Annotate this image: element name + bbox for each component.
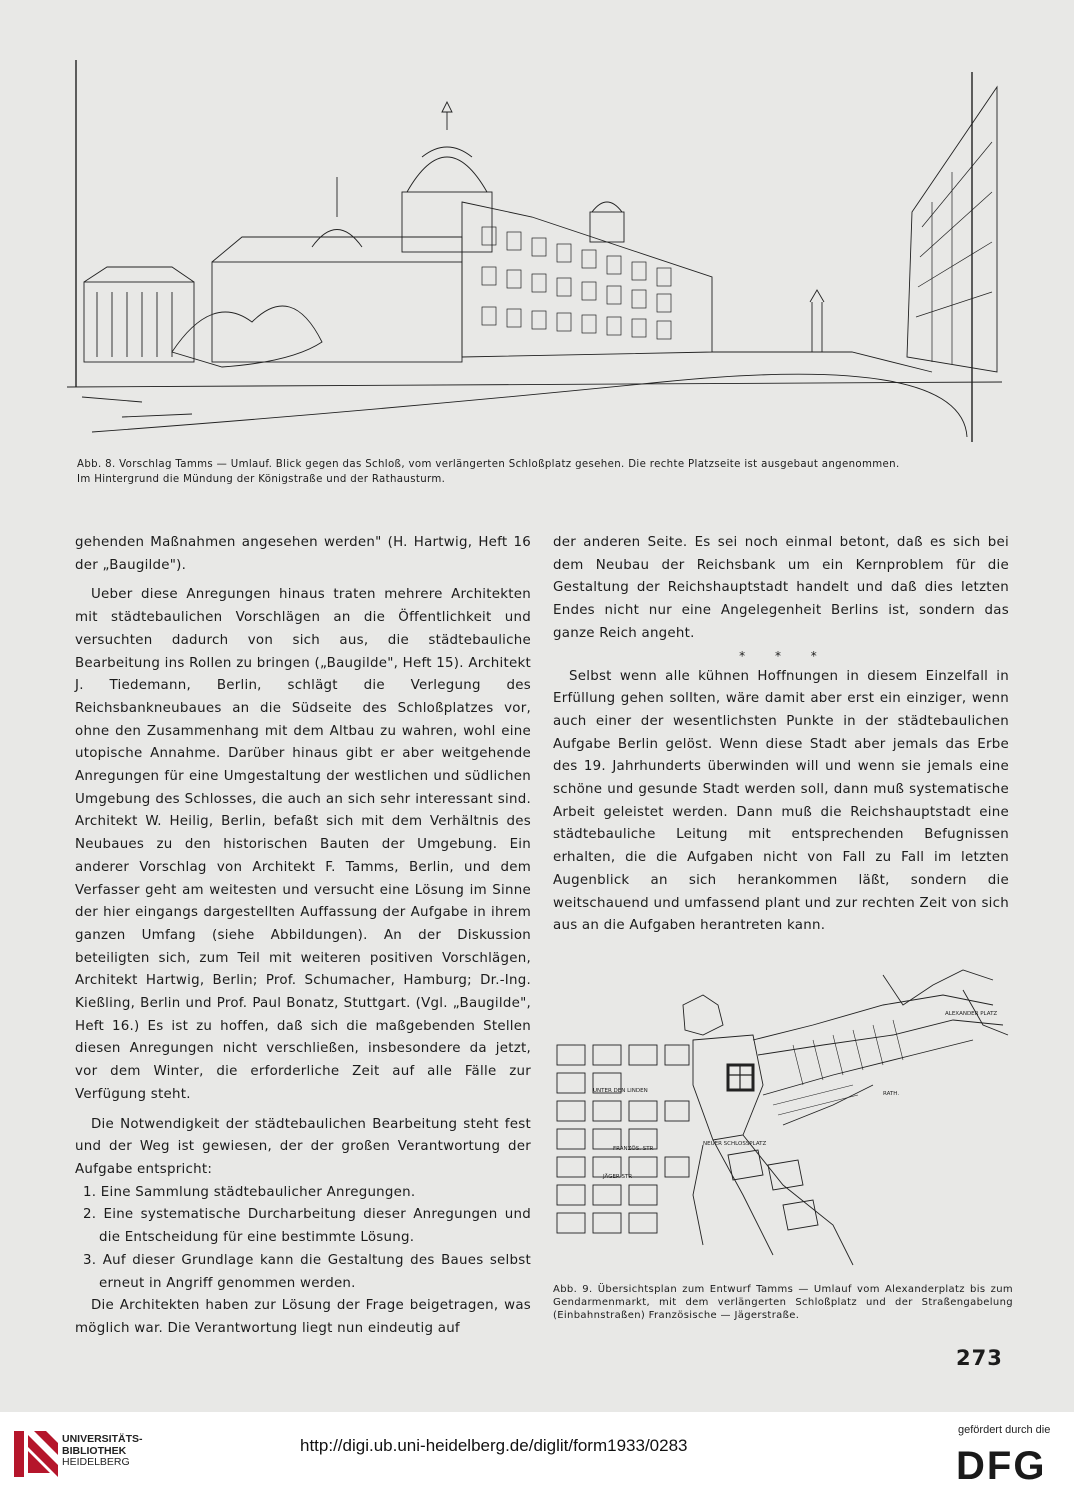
right-paragraph-2: Selbst wenn alle kühnen Hoffnungen in diesem Einzelfall in Erfüllung gehen sollten, wäre damit aber erst ein einziger, wenn auch einer der wesentlichsten Punkte in der städtebaulichen Aufgabe Berlin gelöst. Wenn diese Stadt aber jemals das Erbe des 19. Jahrhunderts überwinden will und wenn sie jemals eine schöne und gesunde Stadt werden soll, dann muß systematische Arbeit geleistet werden. Dann muß die Reichshauptstadt eine städtebauliche Leitung mit entsprechenden Befugnissen erhalten, die die Aufgaben nicht von Fall zu Fall im letzten Augenblick an sich herankommen läßt, sondern die weitschauend und umfassend plant und zur rechten Zeit von sich aus an die Aufgaben herantreten kann.: [553, 668, 1009, 934]
figure-8-caption-line-2: Im Hintergrund die Mündung der Königstraße und der Rathausturm.: [77, 474, 446, 485]
left-paragraph-4: Die Architekten haben zur Lösung der Frage beigetragen, was möglich war. Die Verantwortung liegt nun eindeutig auf: [75, 1298, 531, 1336]
left-paragraph-2: Ueber diese Anregungen hinaus traten mehrere Architekten mit städtebaulichen Vorschlägen an die Öffentlichkeit und versuchten dadurch von sich aus, die städtebauliche Bearbeitung ins Rollen zu bringen („Baugilde", Heft 15). Architekt J. Tiedemann, Berlin, schlägt die Verlegung des Reichsbankneubaues an die Südseite des Schloßplatzes vor, ohne den Zusammenhang mit dem Altbau zu wahren, wohl eine utopische Annahme. Darüber hinaus gibt er aber weitgehende Anregungen für eine Umgestaltung der westlichen und südlichen Umgebung des Schlosses, die auch an sich sehr interessant sind. Architekt W. Heilig, Berlin, befaßt sich mit dem Verhältnis des Neubaues zu den historischen Bauten der Umgebung. Ein anderer Vorschlag von Architekt F. Tamms, Berlin, und dem Verfasser geht am weitesten und versucht eine Lösung im Sinne der hier eingangs dargestellten Auffassung der Aufgabe in ihrem ganzen Umfang (siehe Abbildungen). An der Diskussion beteiligten sich, zum Teil mit weiteren positiven Vorschlägen, Architekt Hartwig, Berlin; Prof. Schumacher, Hamburg; Dr.-Ing. Kießling, Berlin und Prof. Paul Bonatz, Stuttgart. (Vgl. „Baugilde", Heft 16.) Es ist zu hoffen, daß sich die maßgebenden Stellen diesen Anregungen nicht verschließen, insbesondere da jetzt, vor dem Winter, die erforderliche Zeit auf alle Fälle zur Verfügung steht.: [75, 587, 531, 1102]
footer-bar: [0, 1412, 1074, 1495]
library-name: [62, 1434, 143, 1469]
left-column: [75, 532, 531, 1341]
list-item: 1. Eine Sammlung städtebaulicher Anregungen.: [83, 1184, 416, 1200]
figure-9-map: [553, 965, 1015, 1280]
figure-8-sketch: [62, 52, 1022, 447]
left-paragraph-1: gehenden Maßnahmen angesehen werden" (H. Hartwig, Heft 16 der „Baugilde").: [75, 535, 531, 573]
map-label-unter-den-linden: UNTER DEN LINDEN: [593, 1088, 648, 1094]
page-number: 273: [956, 1346, 1003, 1370]
map-label-alexanderplatz: ALEXANDER PLATZ: [945, 1011, 998, 1017]
library-name-line-2: BIBLIOTHEK: [62, 1444, 127, 1457]
left-paragraph-3: Die Notwendigkeit der städtebaulichen Bearbeitung steht fest und der Weg ist gewiesen, der der großen Verantwortung der Aufgabe entspricht:: [75, 1116, 531, 1177]
figure-9-caption: Abb. 9. Übersichtsplan zum Entwurf Tamms — Umlauf vom Alexanderplatz bis zum Gendarmenmarkt, mit dem verlängerten Schloßplatz und der Straßengabelung (Einbahnstraßen) Französische — Jägerstraße.: [553, 1284, 1013, 1321]
map-label-jaeger-str: JÄGER STR: [603, 1174, 633, 1180]
library-name-line-3: HEIDELBERG: [62, 1456, 130, 1468]
university-library-logo-icon: [14, 1429, 58, 1479]
right-column: [553, 532, 1009, 938]
list-item: 3. Auf dieser Grundlage kann die Gestaltung des Baues selbst erneut in Angriff genommen werden.: [83, 1252, 531, 1291]
list-item: 2. Eine systematische Durcharbeitung dieser Anregungen und die Entscheidung für eine bestimmte Lösung.: [83, 1207, 531, 1246]
map-label-neuer-schlossplatz: NEUER SCHLOSSPLATZ: [703, 1141, 767, 1147]
map-label-rathaus: RATH.: [883, 1091, 900, 1097]
requirements-list: [75, 1182, 531, 1296]
permalink-url[interactable]: http://digi.ub.uni-heidelberg.de/diglit/form1933/0283: [300, 1436, 688, 1455]
dfg-logo: DFG: [956, 1444, 1047, 1488]
figure-8-caption-line-1: Abb. 8. Vorschlag Tamms — Umlauf. Blick gegen das Schloß, vom verlängerten Schloßplatz gesehen. Die rechte Platzseite ist ausgebaut angenommen.: [77, 459, 900, 470]
funding-note: gefördert durch die: [958, 1424, 1051, 1436]
library-name-line-1: UNIVERSITÄTS-: [62, 1433, 143, 1445]
right-paragraph-1: der anderen Seite. Es sei noch einmal betont, daß es sich bei dem Neubau der Reichsbank um ein Kernproblem für die Gestaltung der Reichshauptstadt handelt und daß dies letzten Endes nicht nur eine Angelegenheit Berlins ist, sondern das ganze Reich angeht.: [553, 535, 1009, 641]
map-label-franzoesische-str: FRANZÖS. STR: [613, 1146, 654, 1152]
figure-8-caption: [77, 457, 1017, 487]
block-grid-left: [557, 1045, 689, 1233]
section-divider: * * *: [739, 648, 823, 663]
